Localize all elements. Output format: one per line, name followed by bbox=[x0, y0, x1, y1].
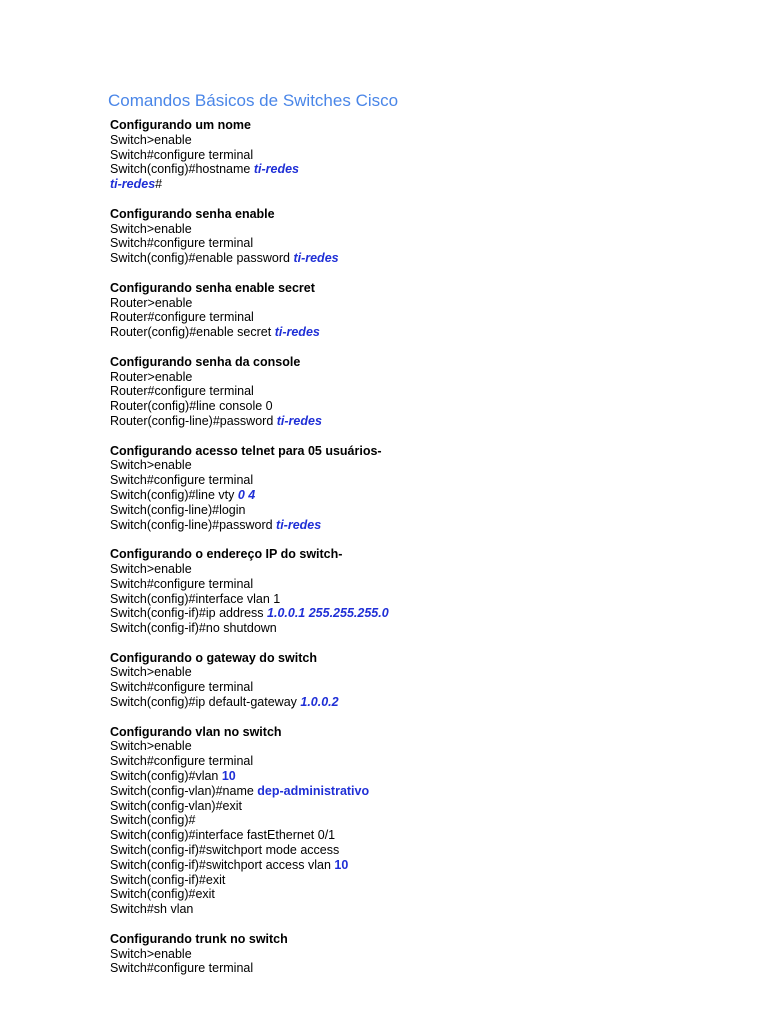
command-line bbox=[110, 621, 728, 636]
command-text: Switch(config)#exit bbox=[110, 887, 215, 902]
command-text: Router#configure terminal bbox=[110, 310, 254, 325]
command-text: Switch#configure terminal bbox=[110, 754, 254, 769]
command-text: Switch(config-if)#switchport mode access bbox=[110, 843, 340, 858]
command-line bbox=[110, 769, 728, 784]
command-line bbox=[110, 251, 728, 266]
config-section bbox=[110, 725, 728, 917]
command-text: # bbox=[155, 177, 163, 192]
command-text: Switch(config-line)#password bbox=[110, 517, 277, 532]
highlighted-value: ti-redes bbox=[110, 177, 156, 192]
command-line bbox=[110, 222, 728, 237]
command-line bbox=[110, 488, 728, 503]
command-line bbox=[110, 177, 728, 192]
document-title: Comandos Básicos de Switches Cisco bbox=[108, 91, 399, 110]
config-section bbox=[110, 355, 728, 429]
command-line bbox=[110, 887, 728, 902]
command-text: Switch(config)#enable password bbox=[110, 251, 294, 266]
command-line bbox=[110, 873, 728, 888]
command-text: Switch(config-vlan)#name bbox=[110, 783, 258, 798]
command-text: Switch(config)#line vty bbox=[110, 487, 238, 502]
command-line bbox=[110, 296, 728, 311]
command-text: Switch(config)# bbox=[110, 813, 196, 828]
command-text: Switch(config)#interface fastEthernet 0/1 bbox=[110, 828, 336, 843]
command-line bbox=[110, 325, 728, 340]
command-text: Switch(config-if)#switchport access vlan bbox=[110, 857, 335, 872]
command-line bbox=[110, 902, 728, 917]
command-text: Router(config)#line console 0 bbox=[110, 399, 273, 414]
command-line bbox=[110, 606, 728, 621]
command-text: Router(config-line)#password bbox=[110, 413, 277, 428]
command-text: Switch(config-if)#no shutdown bbox=[110, 621, 277, 636]
config-section bbox=[110, 547, 728, 636]
section-heading: Configurando o endereço IP do switch- bbox=[110, 547, 343, 562]
command-line bbox=[110, 799, 728, 814]
command-line bbox=[110, 503, 728, 518]
highlighted-value: 10 bbox=[221, 769, 236, 784]
command-text: Router#configure terminal bbox=[110, 384, 254, 399]
command-line bbox=[110, 680, 728, 695]
command-line bbox=[110, 828, 728, 843]
command-text: Switch#configure terminal bbox=[110, 147, 254, 162]
command-line bbox=[110, 947, 728, 962]
command-text: Switch#configure terminal bbox=[110, 680, 254, 695]
command-text: Switch#configure terminal bbox=[110, 236, 254, 251]
command-text: Switch#configure terminal bbox=[110, 576, 254, 591]
command-line bbox=[110, 384, 728, 399]
section-heading: Configurando senha enable bbox=[110, 206, 275, 221]
command-line bbox=[110, 665, 728, 680]
command-text: Router>enable bbox=[110, 369, 193, 384]
highlighted-value: dep-administrativo bbox=[257, 783, 370, 798]
command-line bbox=[110, 961, 728, 976]
command-text: Router(config)#enable secret bbox=[110, 325, 275, 340]
command-line bbox=[110, 592, 728, 607]
highlighted-value: ti-redes bbox=[274, 325, 320, 340]
config-section bbox=[110, 207, 728, 266]
config-section bbox=[110, 444, 728, 533]
command-line bbox=[110, 858, 728, 873]
command-text: Switch(config-if)#exit bbox=[110, 872, 226, 887]
section-heading: Configurando acesso telnet para 05 usuários- bbox=[110, 443, 382, 458]
highlighted-value: 1.0.0.2 bbox=[300, 695, 339, 710]
command-line bbox=[110, 148, 728, 163]
config-section bbox=[110, 651, 728, 710]
command-text: Switch>enable bbox=[110, 946, 192, 961]
command-text: Switch(config)#vlan bbox=[110, 769, 222, 784]
highlighted-value: ti-redes bbox=[293, 251, 339, 266]
config-section bbox=[110, 932, 728, 976]
command-text: Switch#configure terminal bbox=[110, 961, 254, 976]
command-text: Switch>enable bbox=[110, 221, 192, 236]
command-line bbox=[110, 784, 728, 799]
command-line bbox=[110, 695, 728, 710]
command-line bbox=[110, 562, 728, 577]
highlighted-value: ti-redes bbox=[253, 162, 299, 177]
command-line bbox=[110, 473, 728, 488]
section-heading: Configurando senha enable secret bbox=[110, 280, 315, 295]
command-line bbox=[110, 577, 728, 592]
command-line bbox=[110, 458, 728, 473]
document-body bbox=[110, 118, 728, 976]
command-line bbox=[110, 843, 728, 858]
command-line bbox=[110, 236, 728, 251]
command-text: Switch#configure terminal bbox=[110, 473, 254, 488]
command-text: Router>enable bbox=[110, 295, 193, 310]
command-line bbox=[110, 739, 728, 754]
section-heading: Configurando trunk no switch bbox=[110, 931, 288, 946]
highlighted-value: 1.0.0.1 255.255.255.0 bbox=[267, 606, 389, 621]
command-text: Switch>enable bbox=[110, 665, 192, 680]
command-line bbox=[110, 399, 728, 414]
command-line bbox=[110, 754, 728, 769]
command-text: Switch(config)#ip default-gateway bbox=[110, 695, 301, 710]
section-heading: Configurando um nome bbox=[110, 118, 251, 132]
command-line bbox=[110, 162, 728, 177]
command-text: Switch>enable bbox=[110, 739, 192, 754]
command-line bbox=[110, 370, 728, 385]
highlighted-value: ti-redes bbox=[276, 517, 322, 532]
command-line bbox=[110, 414, 728, 429]
command-line bbox=[110, 133, 728, 148]
section-heading: Configurando senha da console bbox=[110, 354, 301, 369]
section-heading: Configurando vlan no switch bbox=[110, 724, 282, 739]
command-line bbox=[110, 310, 728, 325]
command-text: Switch(config-line)#login bbox=[110, 502, 246, 517]
highlighted-value: ti-redes bbox=[276, 413, 322, 428]
command-text: Switch(config)#interface vlan 1 bbox=[110, 591, 281, 606]
command-text: Switch(config)#hostname bbox=[110, 162, 254, 177]
section-heading: Configurando o gateway do switch bbox=[110, 650, 317, 665]
command-text: Switch#sh vlan bbox=[110, 902, 194, 917]
command-text: Switch>enable bbox=[110, 561, 192, 576]
config-section bbox=[110, 118, 728, 192]
highlighted-value: 0 4 bbox=[237, 487, 256, 502]
command-text: Switch>enable bbox=[110, 132, 192, 147]
command-line bbox=[110, 518, 728, 533]
command-text: Switch(config-if)#ip address bbox=[110, 606, 268, 621]
config-section bbox=[110, 281, 728, 340]
command-text: Switch(config-vlan)#exit bbox=[110, 798, 242, 813]
command-text: Switch>enable bbox=[110, 458, 192, 473]
command-line bbox=[110, 813, 728, 828]
highlighted-value: 10 bbox=[334, 857, 349, 872]
